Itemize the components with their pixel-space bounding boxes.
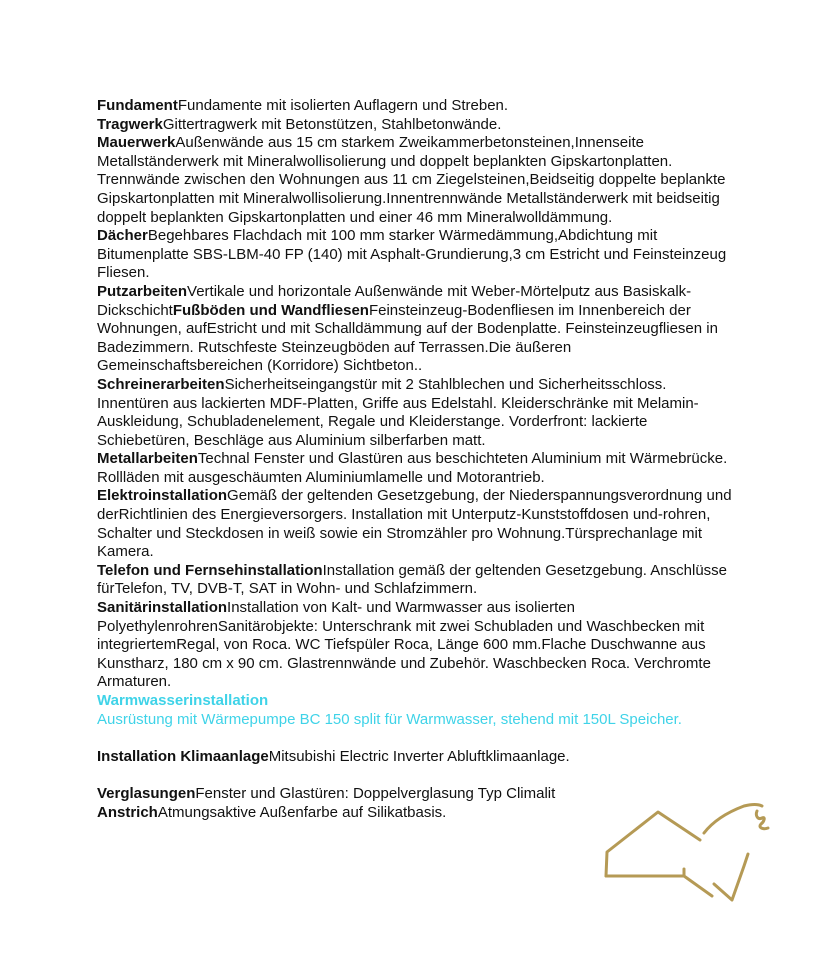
section-warmwasser-text	[97, 711, 737, 730]
section-text-fussboeden: Feinsteinzeug-Bodenfliesen im Innenbereich der Wohnungen, aufEstricht und mit Schalldämmung auf der Bodenplatte. Feinsteinzeugfliesen in Badezimmern. Rutschfeste Steinzeugböden auf Terrassen.Die äußeren Gemeinschaftsbereichen (Korridore) Sichtbeton..	[97, 301, 718, 375]
section-heading: Putzarbeiten	[97, 282, 188, 300]
section-elektroinstallation	[97, 487, 737, 561]
section-tragwerk	[97, 116, 737, 135]
section-klima	[97, 748, 737, 767]
section-heading: Telefon und Fernsehinstallation	[97, 561, 323, 579]
house-sketch-icon	[592, 792, 782, 912]
section-warmwasser-heading	[97, 692, 737, 711]
section-telefon	[97, 562, 737, 599]
section-heading: Elektroinstallation	[97, 487, 228, 505]
section-heading: Tragwerk	[97, 115, 163, 133]
section-text: Installation von Kalt- und Warmwasser aus isolierten PolyethylenrohrenSanitärobjekte: Unterschrank mit zwei Schubladen und Waschbecken mit integriertemRegal, von Roca. WC Tiefspüler Roca, Länge 600 mm.Flache Duschwanne aus Kunstharz, 180 cm x 90 cm. Glastrennwände und Zubehör. Waschbecken Roca. Verchromte Armaturen.	[97, 599, 711, 691]
section-heading: Sanitärinstallation	[97, 599, 228, 617]
section-metallarbeiten	[97, 450, 737, 487]
section-text: Sicherheitseingangstür mit 2 Stahlblechen und Sicherheitsschloss. Innentüren aus lackierten MDF-Platten, Griffe aus Edelstahl. Kleiderschränke mit Melamin-Auskleidung, Schubladenelement, Regale und Kleiderstange. Vorderfront: lackierte Schiebetüren, Beschläge aus Aluminium silberfarben matt.	[97, 375, 699, 449]
section-text: Mitsubishi Electric Inverter Abluftklimaanlage.	[268, 747, 570, 765]
section-heading: Fundament	[97, 97, 178, 114]
section-text: Außenwände aus 15 cm starkem Zweikammerbetonsteinen,Innenseite Metallständerwerk mit Mineralwollisolierung und doppelt beplankten Gipskartonplatten. Trennwände zwischen den Wohnungen aus 11 cm Ziegelsteinen,Beidseitig doppelte beplankte Gipskartonplatten mit Mineralwollisolierung.Innentrennwände Metallständerwerk mit beidseitig doppelt beplankten Gipskartonplatten und einer 46 mm Mineralwolldämmung.	[97, 134, 726, 226]
section-heading: Warmwasserinstallation	[97, 692, 269, 709]
section-text: Gittertragwerk mit Betonstützen, Stahlbetonwände.	[162, 115, 502, 133]
section-heading: Schreinerarbeiten	[97, 375, 225, 393]
blank-line	[97, 766, 737, 785]
blank-line	[97, 729, 737, 748]
section-text: Vertikale und horizontale Außenwände mit Weber-Mörtelputz aus Basiskalk-Dickschicht	[97, 282, 692, 319]
section-daecher	[97, 227, 737, 283]
section-heading-fussboeden: Fußböden und Wandfliesen	[172, 301, 369, 319]
section-schreinerarbeiten	[97, 376, 737, 450]
section-text: Technal Fenster und Glastüren aus beschichteten Aluminium mit Wärmebrücke. Rollläden mit ausgeschäumten Aluminiumlamelle und Motorantrieb.	[97, 450, 728, 486]
section-heading: Metallarbeiten	[97, 450, 198, 468]
section-text: Ausrüstung mit Wärmepumpe BC 150 split für Warmwasser, stehend mit 150L Speicher.	[97, 710, 682, 728]
section-mauerwerk	[97, 134, 737, 227]
section-text: Installation gemäß der geltenden Gesetzgebung. Anschlüsse fürTelefon, TV, DVB-T, SAT in Wohn- und Schlafzimmern.	[97, 561, 728, 598]
section-text: Gemäß der geltenden Gesetzgebung, der Niederspannungsverordnung und derRichtlinien des Energieversorgers. Installation mit Unterputz-Kunststoffdosen und-rohren, Schalter und Steckdosen in weiß sowie ein Stromzähler pro Wohnung.Türsprechanlage mit Kamera.	[97, 487, 732, 561]
section-heading: Anstrich	[97, 803, 158, 821]
section-heading: Mauerwerk	[97, 134, 176, 152]
section-fundament	[97, 97, 737, 116]
section-sanitaer	[97, 599, 737, 692]
section-text: Atmungsaktive Außenfarbe auf Silikatbasis.	[157, 803, 447, 821]
section-putzarbeiten	[97, 283, 737, 376]
section-text: Fenster und Glastüren: Doppelverglasung Typ Climalit	[195, 784, 556, 802]
section-heading: Dächer	[97, 227, 148, 245]
document-body	[97, 97, 737, 822]
section-heading: Installation Klimaanlage	[97, 747, 269, 765]
section-heading: Verglasungen	[97, 784, 196, 802]
section-text: Fundamente mit isolierten Auflagern und Streben.	[177, 97, 509, 114]
section-text: Begehbares Flachdach mit 100 mm starker Wärmedämmung,Abdichtung mit Bitumenplatte SBS-LBM-40 FP (140) mit Asphalt-Grundierung,3 cm Estricht und Feinsteinzeug Fliesen.	[97, 227, 727, 282]
